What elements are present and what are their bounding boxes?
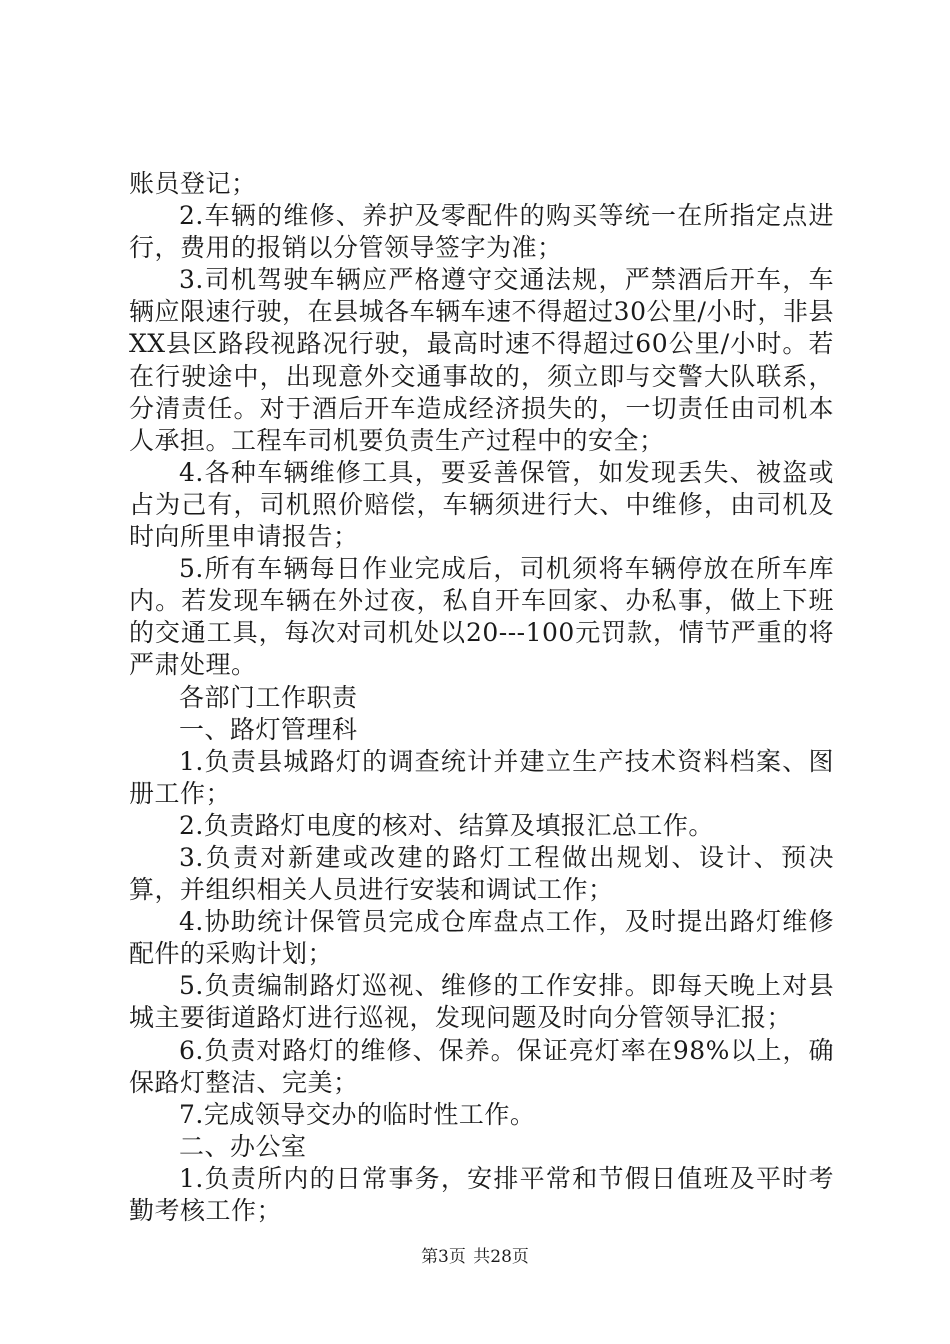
paragraph-traffic-rules: 3.司机驾驶车辆应严格遵守交通法规，严禁酒后开车，车辆应限速行驶，在县城各车辆车速不得超过30公里/小时，非县XX县区路段视路况行驶，最高时速不得超过60公里/小时。若在行驶途中，出现意外交通事故的，须立即与交警大队联系，分清责任。对于酒后开车造成经济损失的，一切责任由司机本人承担。工程车司机要负责生产过程中的安全； [129, 265, 834, 455]
document-body [129, 168, 834, 1227]
section-heading-duties: 各部门工作职责 [179, 682, 358, 712]
paragraph-continuation: 账员登记； [129, 169, 257, 198]
paragraph-electricity-check: 2.负责路灯电度的核对、结算及填报汇总工作。 [179, 810, 714, 840]
paragraph-streetlight-survey: 1.负责县城路灯的调查统计并建立生产技术资料档案、图册工作； [129, 746, 834, 808]
paragraph-vehicle-maintenance: 2.车辆的维修、养护及零配件的购买等统一在所指定点进行，费用的报销以分管领导签字为准； [129, 201, 834, 263]
paragraph-project-planning: 3.负责对新建或改建的路灯工程做出规划、设计、预决算，并组织相关人员进行安装和调试工作； [129, 842, 834, 905]
paragraph-parking: 5.所有车辆每日作业完成后，司机须将车辆停放在所车库内。若发现车辆在外过夜，私自开车回家、办私事，做上下班的交通工具，每次对司机处以20---100元罚款，情节严重的将严肃处理。 [129, 554, 834, 680]
section-heading-office: 二、办公室 [179, 1131, 307, 1161]
paragraph-maintenance-rate: 6.负责对路灯的维修、保养。保证亮灯率在98%以上，确保路灯整洁、完美； [129, 1035, 834, 1097]
paragraph-patrol-schedule: 5.负责编制路灯巡视、维修的工作安排。即每天晚上对县城主要街道路灯进行巡视，发现问题及时向分管领导汇报； [129, 971, 834, 1033]
page-number-footer: 第3页 共28页 [421, 1247, 529, 1267]
section-heading-streetlight-dept: 一、路灯管理科 [179, 714, 358, 744]
paragraph-temporary-work: 7.完成领导交办的临时性工作。 [179, 1099, 536, 1129]
paragraph-repair-tools: 4.各种车辆维修工具，要妥善保管，如发现丢失、被盗或占为己有，司机照价赔偿，车辆须进行大、中维修，由司机及时向所里申请报告； [129, 457, 834, 552]
paragraph-inventory: 4.协助统计保管员完成仓库盘点工作，及时提出路灯维修配件的采购计划； [129, 907, 834, 969]
paragraph-daily-affairs: 1.负责所内的日常事务，安排平常和节假日值班及平时考勤考核工作； [129, 1163, 834, 1225]
